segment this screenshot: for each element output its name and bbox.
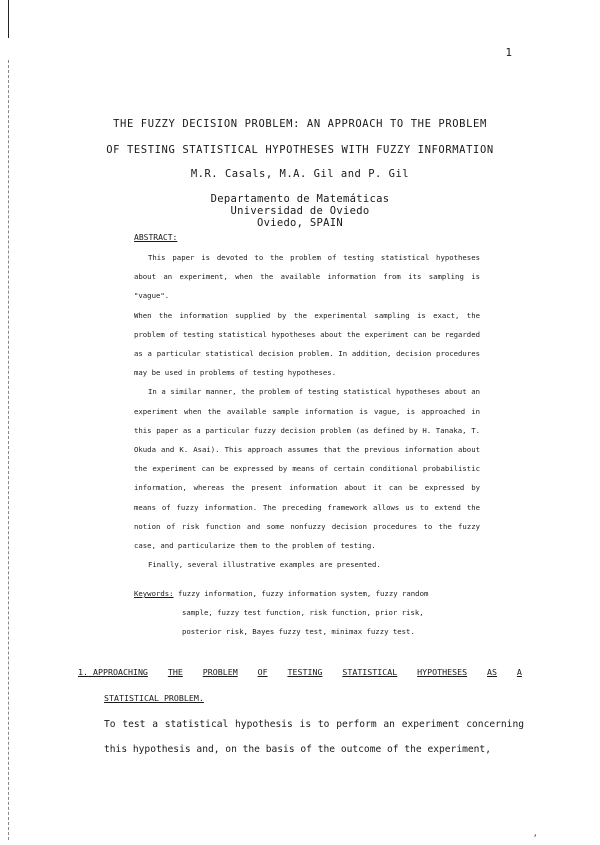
section-heading	[78, 659, 522, 711]
body-text	[104, 712, 524, 762]
section-heading-line-1	[78, 659, 522, 685]
body-paragraph-1: To test a statistical hypothesis is to perform an experiment concerning this hypothesis and, on the basis of the outcome of the experiment,	[104, 719, 524, 755]
page-number: 1	[505, 46, 512, 59]
title-line-2: OF TESTING STATISTICAL HYPOTHESES WITH FUZZY INFORMATION	[106, 144, 494, 156]
affiliation-line-1: Departamento de Matemáticas	[210, 193, 390, 205]
keywords-line-3: posterior risk, Bayes fuzzy test, minimax fuzzy test.	[182, 627, 415, 637]
section-heading-line-2: STATISTICAL PROBLEM.	[104, 693, 204, 703]
title-line-1: THE FUZZY DECISION PROBLEM: AN APPROACH TO THE PROBLEM	[113, 118, 487, 130]
abstract-paragraph-1: This paper is devoted to the problem of testing statistical hypotheses about an experiment, when the available information from its sampling is "vague".	[134, 253, 480, 301]
keywords-label: Keywords:	[134, 589, 174, 598]
section-word: TESTING	[287, 667, 323, 677]
section-word: THE	[167, 667, 183, 677]
keywords-block	[134, 584, 480, 642]
keywords-line-1: fuzzy information, fuzzy information system, fuzzy random	[177, 589, 429, 598]
abstract-heading: ABSTRACT:	[134, 233, 178, 242]
section-word: A	[516, 667, 522, 677]
section-word: HYPOTHESES	[417, 667, 468, 677]
abstract-paragraph-3: In a similar manner, the problem of testing statistical hypotheses about an experiment when the available sample information is vague, is approached in this paper as a particular fuzzy decision problem (as defined by H. Tanaka, T. Okuda and K. Asai). This approach assumes that the previous information about the experiment can be expressed by means of certain conditional probabilistic information, whereas the present information about it can be expressed by means of fuzzy information. The preceding framework allows us to extend the notion of risk function and some nonfuzzy decision procedures to the fuzzy case, and particularize them to the problem of testing.	[134, 387, 480, 551]
corner-mark: ,	[532, 829, 538, 839]
left-edge-bar	[8, 0, 9, 38]
section-word: STATISTICAL	[342, 667, 398, 677]
abstract-paragraph-2: When the information supplied by the experimental sampling is exact, the problem of testing statistical hypotheses about the experiment can be regarded as a particular statistical decision problem. In addition, decision procedures may be used in problems of testing hypotheses.	[134, 310, 480, 378]
section-word: PROBLEM	[202, 667, 238, 677]
affiliation-line-2: Universidad de Oviedo	[230, 205, 370, 217]
section-word: 1. APPROACHING	[78, 667, 148, 677]
abstract-paragraph-4: Finally, several illustrative examples are presented.	[148, 560, 381, 570]
section-word: OF	[257, 667, 268, 677]
affiliation-line-3: Oviedo, SPAIN	[256, 217, 344, 229]
section-word: AS	[487, 667, 498, 677]
keywords-line-2: sample, fuzzy test function, risk function, prior risk,	[182, 608, 424, 618]
abstract-body	[134, 248, 480, 574]
authors: M.R. Casals, M.A. Gil and P. Gil	[190, 168, 410, 180]
